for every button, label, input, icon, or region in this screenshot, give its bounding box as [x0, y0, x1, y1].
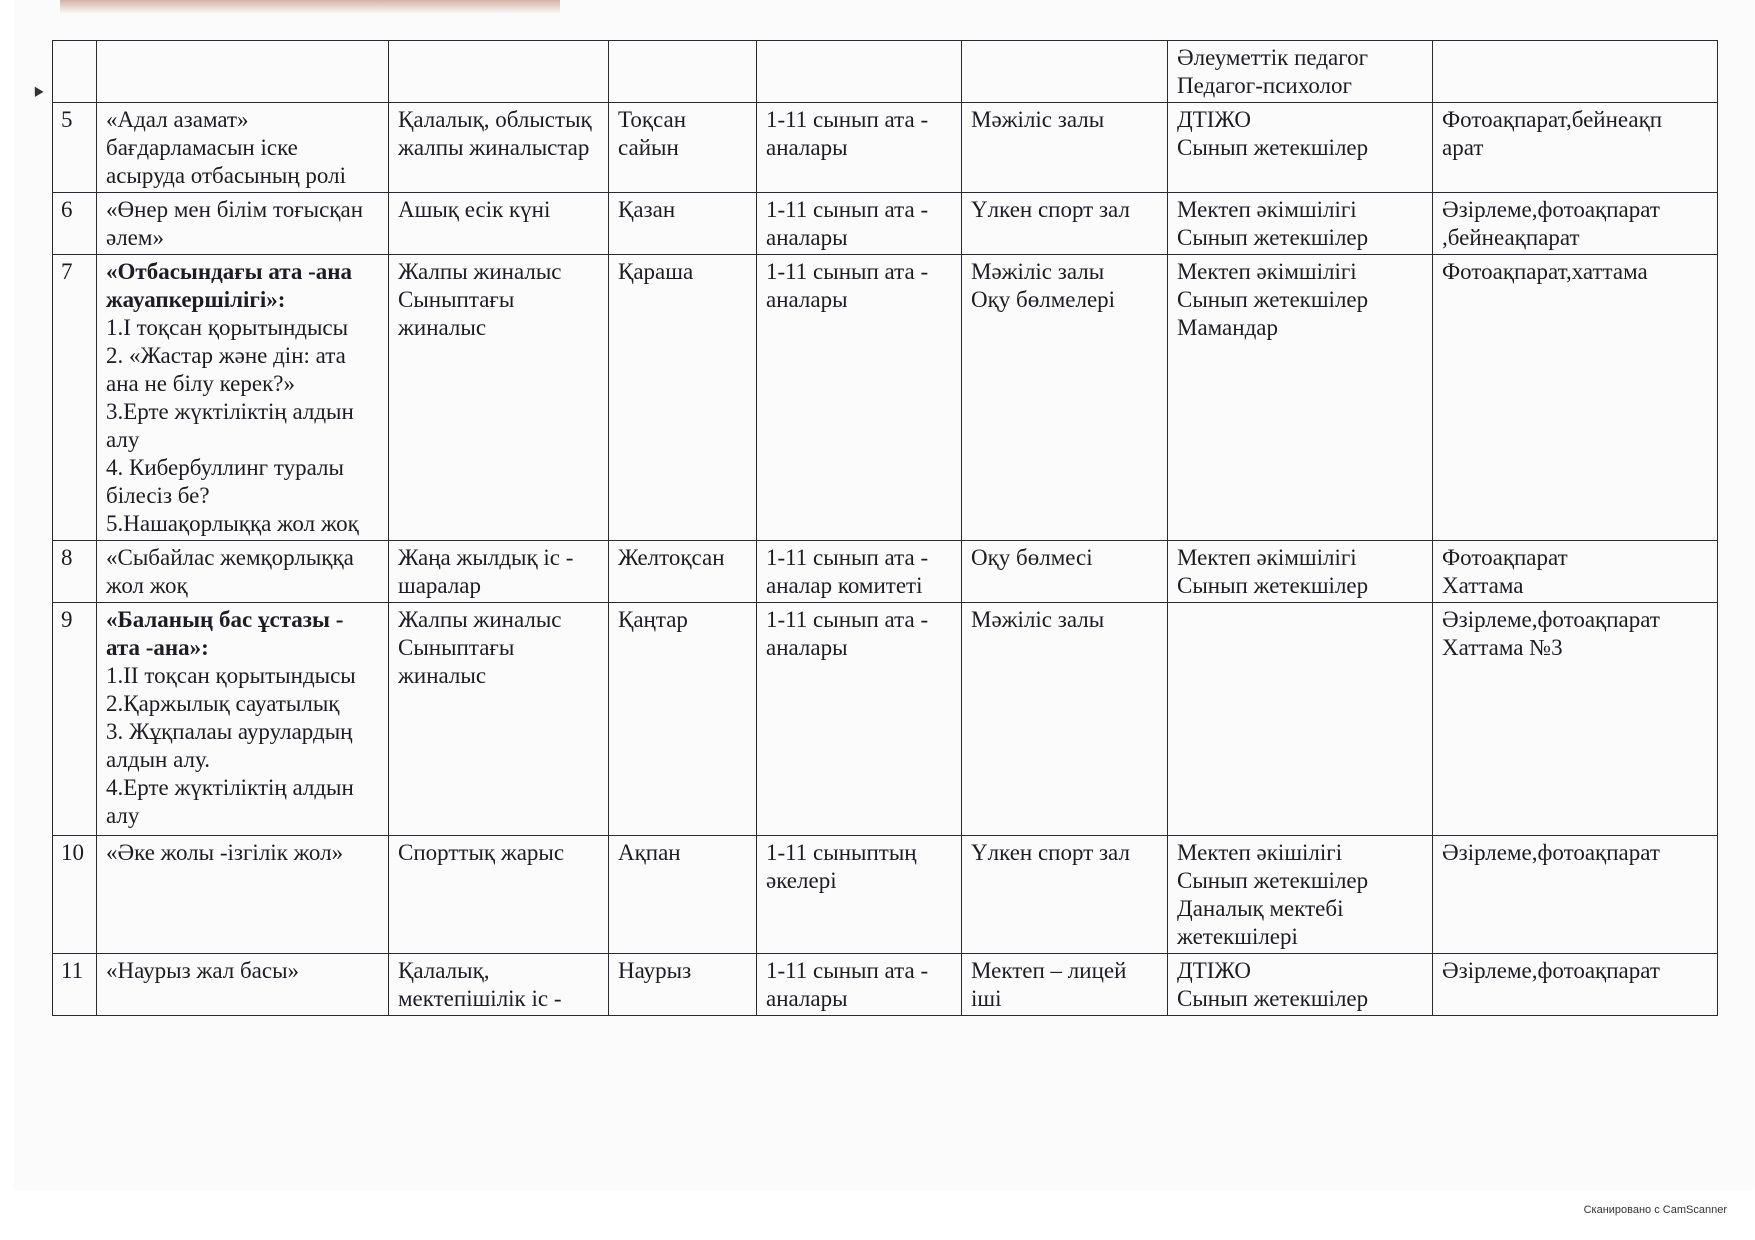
cell-form: [389, 836, 609, 954]
cell-topic: [97, 541, 389, 603]
cell-topic: [97, 255, 389, 541]
form-line: Спорттық жарыс: [398, 840, 565, 865]
responsible-line: Педагог-психолог: [1177, 73, 1352, 98]
cell-num: [53, 193, 97, 255]
result-line: Әзірлеме,фотоақпарат ,бейнеақпарат: [1442, 197, 1660, 250]
cell-time: [609, 541, 757, 603]
cell-num: [53, 954, 97, 1016]
place-line: Оқу бөлмесі: [971, 545, 1093, 570]
topic-line: 1.ІІ тоқсан қорытындысы: [106, 663, 356, 688]
cell-form: [389, 954, 609, 1016]
cell-responsible: [1168, 603, 1433, 836]
cell-responsible: [1168, 541, 1433, 603]
cell-place: [962, 541, 1168, 603]
cell-num: [53, 541, 97, 603]
form-line: Сыныптағы жиналыс: [398, 287, 515, 340]
row-number: 5: [61, 107, 73, 132]
time-line: Ақпан: [618, 840, 681, 865]
cell-place: [962, 603, 1168, 836]
responsible-line: Мектеп әкімшілігі: [1177, 259, 1357, 284]
time-line: Қазан: [618, 197, 676, 222]
cell-result: [1433, 836, 1718, 954]
form-line: Қалалық, мектепішілік іс -: [398, 958, 562, 1011]
cell-participants: [757, 103, 962, 193]
place-line: Үлкен спорт зал: [971, 840, 1130, 865]
cell-time: [609, 836, 757, 954]
place-line: Үлкен спорт зал: [971, 197, 1130, 222]
result-line: Хаттама №3: [1442, 635, 1563, 660]
topic-line: 1.І тоқсан қорытындысы: [106, 315, 349, 340]
topic-line: «Отбасындағы ата -ана жауапкершілігі»:: [106, 259, 353, 312]
cell-time: [609, 193, 757, 255]
place-line: Оқу бөлмелері: [971, 287, 1116, 312]
participants-line: 1-11 сыныптың әкелері: [766, 840, 917, 893]
table-row: [53, 103, 1718, 193]
time-line: Қараша: [618, 259, 694, 284]
topic-line: «Адал азамат» бағдарламасын іске асыруда отбасының ролі: [106, 107, 346, 188]
cell-topic: [97, 193, 389, 255]
cell-time: [609, 103, 757, 193]
time-line: Қаңтар: [618, 607, 688, 632]
cell-result: [1433, 41, 1718, 103]
cell-participants: [757, 255, 962, 541]
row-number: 6: [61, 197, 73, 222]
result-line: Әзірлеме,фотоақпарат: [1442, 840, 1660, 865]
participants-line: 1-11 сынып ата - аналары: [766, 259, 929, 312]
cell-form: [389, 603, 609, 836]
form-line: Қалалық, облыстық жалпы жиналыстар: [398, 107, 592, 160]
cell-time: [609, 603, 757, 836]
cell-participants: [757, 193, 962, 255]
event-plan-table: [52, 40, 1718, 1016]
cell-num: [53, 255, 97, 541]
row-number: 8: [61, 545, 73, 570]
table-row: [53, 603, 1718, 836]
cell-participants: [757, 836, 962, 954]
responsible-line: Сынып жетекшілер: [1177, 135, 1369, 160]
responsible-line: Мектеп әкішілігі: [1177, 840, 1343, 865]
cell-responsible: [1168, 41, 1433, 103]
participants-line: 1-11 сынып ата - аналары: [766, 197, 929, 250]
cell-num: [53, 836, 97, 954]
cell-num: [53, 103, 97, 193]
place-line: Мәжіліс залы: [971, 107, 1105, 132]
cell-participants: [757, 41, 962, 103]
topic-line: 2.Қаржылық сауатылық: [106, 691, 340, 716]
cell-responsible: [1168, 954, 1433, 1016]
responsible-line: ДТІЖО: [1177, 958, 1252, 983]
time-line: Тоқсан сайын: [618, 107, 687, 160]
row-number: 7: [61, 259, 73, 284]
topic-line: «Сыбайлас жемқорлыққа жол жоқ: [106, 545, 354, 598]
responsible-line: Сынып жетекшілер: [1177, 868, 1369, 893]
cell-place: [962, 255, 1168, 541]
result-line: Фотоақпарат,бейнеақп арат: [1442, 107, 1663, 160]
form-line: Ашық есік күні: [398, 197, 551, 222]
cell-result: [1433, 603, 1718, 836]
cell-form: [389, 41, 609, 103]
participants-line: 1-11 сынып ата - аналары: [766, 607, 929, 660]
table-row: [53, 954, 1718, 1016]
responsible-line: Мектеп әкімшілігі: [1177, 545, 1357, 570]
place-line: Мәжіліс залы: [971, 607, 1105, 632]
topic-line: 4. Кибербуллинг туралы білесіз бе?: [106, 455, 344, 508]
topic-line: «Өнер мен білім тоғысқан әлем»: [106, 197, 363, 250]
cell-form: [389, 255, 609, 541]
cell-responsible: [1168, 103, 1433, 193]
cell-result: [1433, 103, 1718, 193]
topic-line: «Баланың бас ұстазы - ата -ана»:: [106, 607, 344, 660]
responsible-line: Сынып жетекшілер: [1177, 573, 1369, 598]
responsible-line: Сынып жетекшілер: [1177, 225, 1369, 250]
cell-place: [962, 836, 1168, 954]
cell-result: [1433, 193, 1718, 255]
topic-line: 4.Ерте жүктіліктің алдын алу: [106, 775, 354, 828]
cell-result: [1433, 255, 1718, 541]
cell-place: [962, 103, 1168, 193]
place-line: Мәжіліс залы: [971, 259, 1105, 284]
cell-form: [389, 103, 609, 193]
responsible-line: ДТІЖО: [1177, 107, 1252, 132]
row-number: 9: [61, 607, 73, 632]
cell-responsible: [1168, 836, 1433, 954]
time-line: Желтоқсан: [618, 545, 725, 570]
table-row: [53, 836, 1718, 954]
cell-topic: [97, 954, 389, 1016]
cell-place: [962, 41, 1168, 103]
cell-participants: [757, 954, 962, 1016]
topic-line: 3.Ерте жүктіліктің алдын алу: [106, 399, 354, 452]
cell-participants: [757, 603, 962, 836]
form-line: Сыныптағы жиналыс: [398, 635, 515, 688]
topic-line: 2. «Жастар және дін: ата ана не білу керек?»: [106, 343, 346, 396]
cell-time: [609, 954, 757, 1016]
result-line: Фотоақпарат: [1442, 545, 1568, 570]
cell-topic: [97, 836, 389, 954]
result-line: Хаттама: [1442, 573, 1524, 598]
cell-responsible: [1168, 255, 1433, 541]
cell-time: [609, 255, 757, 541]
cell-topic: [97, 41, 389, 103]
table-row: [53, 255, 1718, 541]
cell-result: [1433, 954, 1718, 1016]
participants-line: 1-11 сынып ата - аналары: [766, 107, 929, 160]
page-edge-shadow: [60, 0, 560, 14]
cell-place: [962, 193, 1168, 255]
form-line: Жалпы жиналыс: [398, 607, 562, 632]
scanner-watermark: Сканировано с CamScanner: [1583, 1204, 1727, 1216]
place-line: Мектеп – лицей іші: [971, 958, 1127, 1011]
cell-responsible: [1168, 193, 1433, 255]
topic-line: 3. Жұқпалаы аурулардың алдын алу.: [106, 719, 353, 772]
table-row: [53, 193, 1718, 255]
cell-topic: [97, 603, 389, 836]
topic-line: «Әке жолы -ізгілік жол»: [106, 840, 344, 865]
cell-topic: [97, 103, 389, 193]
cell-form: [389, 541, 609, 603]
participants-line: 1-11 сынып ата - аналар комитеті: [766, 545, 929, 598]
cell-place: [962, 954, 1168, 1016]
topic-line: «Наурыз жал басы»: [106, 958, 300, 983]
topic-line: 5.Нашақорлыққа жол жоқ: [106, 511, 359, 536]
cell-participants: [757, 541, 962, 603]
cell-form: [389, 193, 609, 255]
cell-result: [1433, 541, 1718, 603]
participants-line: 1-11 сынып ата - аналары: [766, 958, 929, 1011]
responsible-line: Сынып жетекшілер: [1177, 986, 1369, 1011]
table-row: [53, 41, 1718, 103]
responsible-line: Даналық мектебі жетекшілері: [1177, 896, 1344, 949]
result-line: Әзірлеме,фотоақпарат: [1442, 958, 1660, 983]
row-number: 10: [61, 840, 84, 865]
cell-num: [53, 603, 97, 836]
form-line: Жалпы жиналыс: [398, 259, 562, 284]
row-number: 11: [61, 958, 84, 983]
responsible-line: Мамандар: [1177, 315, 1278, 340]
result-line: Фотоақпарат,хаттама: [1442, 259, 1648, 284]
cell-time: [609, 41, 757, 103]
table-row: [53, 541, 1718, 603]
time-line: Наурыз: [618, 958, 692, 983]
responsible-line: Әлеуметтік педагог: [1177, 45, 1369, 70]
result-line: Әзірлеме,фотоақпарат: [1442, 607, 1660, 632]
responsible-line: Мектеп әкімшілігі: [1177, 197, 1357, 222]
responsible-line: Сынып жетекшілер: [1177, 287, 1369, 312]
form-line: Жаңа жылдық іс - шаралар: [398, 545, 574, 598]
cell-num: [53, 41, 97, 103]
